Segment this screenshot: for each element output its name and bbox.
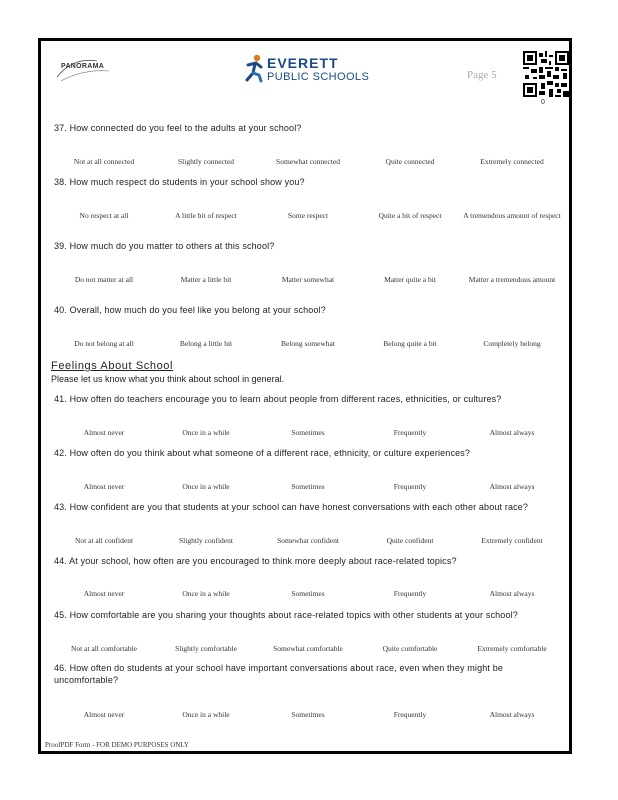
option[interactable]: Frequently — [393, 710, 427, 719]
option[interactable]: Slightly confident — [179, 536, 233, 545]
option[interactable]: Frequently — [393, 428, 427, 437]
option[interactable]: Completely belong — [483, 339, 541, 348]
option[interactable]: Quite connected — [385, 157, 435, 166]
options-45 — [53, 644, 563, 654]
option[interactable]: Do not matter at all — [74, 275, 134, 284]
options-44 — [53, 589, 563, 599]
option[interactable]: Not at all confident — [74, 536, 134, 545]
option[interactable]: Belong quite a bit — [383, 339, 437, 348]
option[interactable]: Somewhat comfortable — [273, 644, 343, 653]
option[interactable]: Almost always — [489, 589, 535, 598]
option[interactable]: Once in a while — [182, 710, 230, 719]
everett-logo — [243, 53, 383, 87]
option[interactable]: A tremendous amount of respect — [463, 211, 561, 220]
panorama-logo — [53, 55, 115, 87]
question-43: 43. How confident are you that students at your school can have honest conversations with each other about race? — [54, 502, 529, 512]
options-37 — [53, 157, 563, 167]
option[interactable]: Extremely connected — [480, 157, 544, 166]
survey-page — [38, 38, 572, 754]
page-header — [41, 41, 569, 111]
option[interactable]: Almost never — [83, 589, 125, 598]
option[interactable]: Almost never — [83, 482, 125, 491]
option[interactable]: Almost always — [489, 428, 535, 437]
question-37: 37. How connected do you feel to the adults at your school? — [54, 123, 302, 133]
option[interactable]: Matter somewhat — [281, 275, 335, 284]
options-46 — [53, 710, 563, 720]
panorama-logo-text: PANORAMA — [61, 63, 105, 70]
section-title: Feelings About School — [51, 360, 174, 372]
options-41 — [53, 428, 563, 438]
options-39 — [53, 275, 563, 285]
option[interactable]: Not at all connected — [73, 157, 135, 166]
option[interactable]: A little bit of respect — [175, 211, 237, 220]
option[interactable]: Extremely confident — [481, 536, 543, 545]
options-42 — [53, 482, 563, 492]
qr-number: 0 — [541, 99, 545, 106]
district-subtitle: PUBLIC SCHOOLS — [267, 71, 370, 83]
question-41: 41. How often do teachers encourage you to learn about people from different races, ethnicities, or cultures? — [54, 394, 502, 404]
options-40 — [53, 339, 563, 349]
option[interactable]: Belong a little bit — [179, 339, 233, 348]
option[interactable]: Slightly comfortable — [175, 644, 237, 653]
option[interactable]: Sometimes — [291, 589, 325, 598]
option[interactable]: Belong somewhat — [281, 339, 335, 348]
option[interactable]: Somewhat confident — [277, 536, 339, 545]
footer-text: ProofPDF Form - FOR DEMO PURPOSES ONLY — [45, 741, 189, 749]
option[interactable]: Once in a while — [182, 428, 230, 437]
qr-code — [523, 51, 569, 97]
option[interactable]: Sometimes — [291, 710, 325, 719]
option[interactable]: Almost never — [83, 710, 125, 719]
option[interactable]: Almost always — [489, 482, 535, 491]
option[interactable]: Once in a while — [182, 589, 230, 598]
option[interactable]: Sometimes — [291, 428, 325, 437]
option[interactable]: No respect at all — [79, 211, 129, 220]
question-44: 44. At your school, how often are you encouraged to think more deeply about race-related topics? — [54, 556, 457, 566]
option[interactable]: Once in a while — [182, 482, 230, 491]
option[interactable]: Somewhat connected — [276, 157, 340, 166]
options-38 — [53, 211, 563, 221]
district-name: EVERETT — [267, 55, 339, 71]
question-39: 39. How much do you matter to others at this school? — [54, 241, 275, 251]
question-46: 46. How often do students at your school have important conversations about race, even when they might be uncomfortable? — [54, 663, 504, 685]
option[interactable]: Frequently — [393, 482, 427, 491]
question-45: 45. How comfortable are you sharing your thoughts about race-related topics with other students at your school? — [54, 610, 518, 620]
option[interactable]: Matter quite a bit — [384, 275, 436, 284]
question-40: 40. Overall, how much do you feel like you belong at your school? — [54, 305, 326, 315]
option[interactable]: Not at all comfortable — [70, 644, 138, 653]
page-number: Page 5 — [467, 69, 497, 81]
option[interactable]: Slightly connected — [177, 157, 235, 166]
option[interactable]: Quite confident — [386, 536, 434, 545]
option[interactable]: Frequently — [393, 589, 427, 598]
option[interactable]: Some respect — [287, 211, 329, 220]
option[interactable]: Matter a tremendous amount — [468, 275, 556, 284]
option[interactable]: Do not belong at all — [74, 339, 134, 348]
question-38: 38. How much respect do students in your school show you? — [54, 177, 305, 187]
options-43 — [53, 536, 563, 546]
option[interactable]: Quite comfortable — [382, 644, 438, 653]
option[interactable]: Extremely comfortable — [477, 644, 547, 653]
question-42: 42. How often do you think about what someone of a different race, ethnicity, or culture experiences? — [54, 448, 471, 458]
section-subtitle: Please let us know what you think about school in general. — [51, 374, 285, 384]
option[interactable]: Matter a little bit — [180, 275, 232, 284]
option[interactable]: Sometimes — [291, 482, 325, 491]
option[interactable]: Almost always — [489, 710, 535, 719]
runner-icon — [243, 53, 265, 83]
option[interactable]: Quite a bit of respect — [378, 211, 442, 220]
option[interactable]: Almost never — [83, 428, 125, 437]
